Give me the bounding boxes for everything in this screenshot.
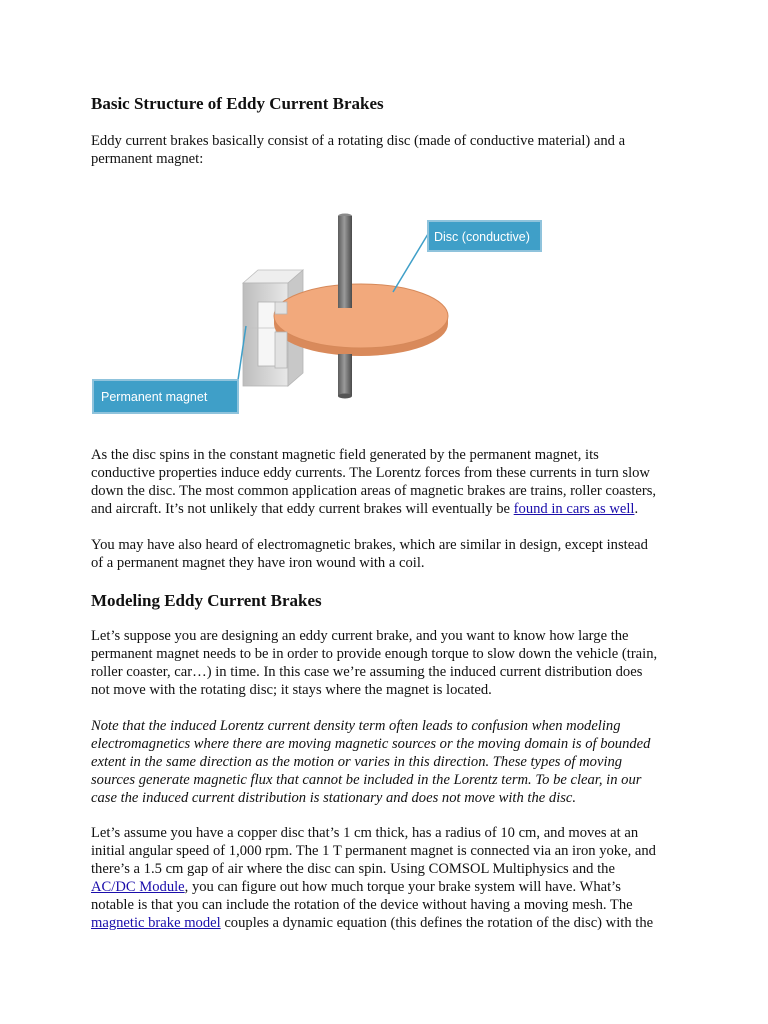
conductive-disc <box>274 284 448 356</box>
italic-note <box>91 717 691 807</box>
magnet-label: Permanent magnet <box>101 390 208 404</box>
text-line: conductive properties induce eddy currents. The Lorentz forces from these currents in turn slow <box>91 465 650 482</box>
text-line: case the induced current distribution is stationary and does not move with the disc. <box>91 790 577 807</box>
text-line: of a permanent magnet they have iron wound with a coil. <box>91 555 425 572</box>
text-fragment: , you can figure out how much torque your brake system will have. What’s <box>184 879 621 896</box>
section-heading-modeling: Modeling Eddy Current Brakes <box>91 591 322 610</box>
text-line: You may have also heard of electromagnetic brakes, which are similar in design, except instead <box>91 537 648 553</box>
intro-paragraph <box>91 132 691 168</box>
shaft-visible-top <box>338 216 352 308</box>
text-line <box>91 878 691 896</box>
text-line: notable is that you can include the rotation of the device without having a moving mesh. The <box>91 897 633 914</box>
eddy-brake-figure <box>88 208 558 430</box>
paragraph-electromagnetic-brakes <box>91 536 691 572</box>
intro-line: Eddy current brakes basically consist of a rotating disc (made of conductive material) and a <box>91 133 626 149</box>
disc-callout <box>393 221 541 292</box>
text-line: electromagnetics where there are moving magnetic sources or the moving domain is of bounded <box>91 736 651 753</box>
magnetic-brake-model-link[interactable]: magnetic brake model <box>91 915 221 932</box>
paragraph-suppose-designing <box>91 627 691 699</box>
text-line: As the disc spins in the constant magnetic field generated by the permanent magnet, its <box>91 447 599 463</box>
text-line: there’s a 1.5 cm gap of air where the disc can spin. Using COMSOL Multiphysics and the <box>91 861 615 878</box>
magnet-front-arm <box>275 302 287 368</box>
text-line: permanent magnet needs to be in order to provide enough torque to slow down the vehicle (train, <box>91 646 658 663</box>
text-fragment: couples a dynamic equation (this defines the rotation of the disc) with the <box>220 915 654 932</box>
intro-line: permanent magnet: <box>91 151 204 168</box>
text-line: not move with the rotating disc; it stays where the magnet is located. <box>91 682 492 699</box>
disc-label: Disc (conductive) <box>434 230 530 244</box>
shaft-lower <box>338 354 352 399</box>
text-line: Let’s assume you have a copper disc that’s 1 cm thick, has a radius of 10 cm, and moves at an <box>91 825 639 841</box>
text-line: initial angular speed of 1,000 rpm. The 1 T permanent magnet is connected via an iron yoke, and <box>91 843 656 860</box>
text-fragment: and aircraft. It’s not unlikely that eddy current brakes will eventually be <box>91 501 514 518</box>
paragraph-copper-disc <box>91 824 691 933</box>
text-line: Note that the induced Lorentz current density term often leads to confusion when modeling <box>91 718 621 734</box>
text-line: extent in the same direction as the motion or varies in this direction. These types of moving <box>91 754 623 771</box>
paragraph-disc-spins <box>91 446 691 518</box>
text-line: Let’s suppose you are designing an eddy current brake, and you want to know how large the <box>91 628 629 644</box>
text-fragment: . <box>634 501 639 518</box>
text-line: roller coaster, car…) in time. In this case we’re assuming the induced current distribution does <box>91 664 643 681</box>
section-heading-basic-structure: Basic Structure of Eddy Current Brakes <box>91 94 384 113</box>
text-line <box>91 914 691 932</box>
acdc-module-link[interactable]: AC/DC Module <box>91 879 185 896</box>
text-line: down the disc. The most common application areas of magnetic brakes are trains, roller coasters, <box>91 483 657 500</box>
text-line <box>91 500 691 518</box>
magnet-callout <box>93 326 246 413</box>
found-in-cars-link[interactable]: found in cars as well <box>513 501 635 518</box>
text-line: sources generate magnetic flux that cannot be included in the Lorentz term. To be clear, in our <box>91 772 642 789</box>
